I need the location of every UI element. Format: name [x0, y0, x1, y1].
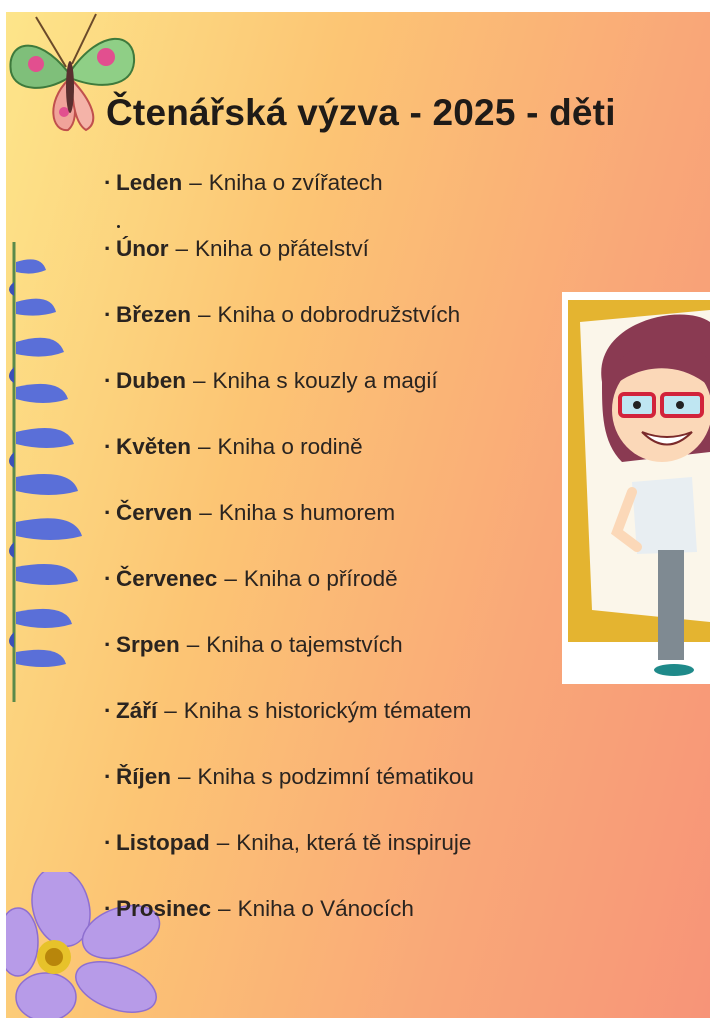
month-name: Květen	[116, 434, 192, 459]
month-name: Prosinec	[116, 896, 212, 921]
bullet: ·	[104, 302, 112, 327]
list-item	[104, 828, 474, 894]
list-item	[104, 564, 474, 630]
book-theme: Kniha o rodině	[217, 434, 363, 459]
book-theme: Kniha, která tě inspiruje	[236, 830, 472, 855]
month-name: Listopad	[116, 830, 210, 855]
teacher-illustration	[562, 292, 710, 684]
dash: –	[186, 632, 200, 657]
bullet: ·	[104, 236, 112, 261]
challenge-poster	[6, 12, 710, 1018]
book-theme: Kniha s podzimní tématikou	[197, 764, 474, 789]
book-theme: Kniha o Vánocích	[237, 896, 414, 921]
dash: –	[224, 566, 237, 591]
bullet: ·	[104, 500, 112, 525]
month-name: Duben	[116, 368, 186, 393]
book-theme: Kniha s humorem	[218, 500, 396, 525]
dash: –	[216, 830, 230, 855]
page-title: Čtenářská výzva - 2025 - děti	[106, 92, 616, 133]
list-item	[104, 366, 474, 432]
lavender-flower-icon	[6, 242, 96, 702]
list-item	[104, 630, 474, 696]
list-item	[104, 168, 474, 234]
dash: –	[178, 764, 191, 789]
bullet: ·	[104, 896, 112, 921]
list-item	[104, 300, 474, 366]
list-item	[104, 234, 474, 300]
book-theme: Kniha o tajemstvích	[206, 632, 403, 657]
list-item	[104, 894, 474, 960]
bullet: ·	[104, 830, 112, 855]
month-name: Leden	[116, 170, 183, 195]
bullet: ·	[104, 170, 112, 195]
list-item	[104, 432, 474, 498]
dash: –	[198, 434, 211, 459]
book-theme: Kniha s kouzly a magií	[212, 368, 438, 393]
bullet: ·	[104, 566, 112, 591]
month-name: Říjen	[116, 764, 172, 789]
dash: –	[189, 170, 202, 195]
list-item	[104, 762, 474, 828]
dash: –	[198, 302, 211, 327]
month-name: Březen	[116, 302, 192, 327]
bullet: ·	[104, 632, 112, 657]
dash: –	[193, 368, 206, 393]
dash: –	[164, 698, 177, 723]
book-theme: Kniha s historickým tématem	[183, 698, 472, 723]
bullet: ·	[104, 368, 112, 393]
month-name: Červen	[116, 500, 193, 525]
dash: –	[175, 236, 189, 261]
book-theme: Kniha o přírodě	[243, 566, 398, 591]
book-theme: Kniha o přátelství	[195, 236, 369, 261]
monthly-challenge-list	[104, 168, 474, 960]
month-name: Září	[116, 698, 158, 723]
dash: –	[199, 500, 212, 525]
bullet: ·	[104, 764, 112, 789]
dash: –	[218, 896, 231, 921]
month-name: Únor	[116, 236, 169, 261]
bullet: ·	[104, 698, 112, 723]
book-theme: Kniha o dobrodružstvích	[217, 302, 461, 327]
bullet: ·	[104, 434, 112, 459]
book-theme: Kniha o zvířatech	[208, 170, 383, 195]
list-item	[104, 498, 474, 564]
list-item	[104, 696, 474, 762]
month-name: Červenec	[116, 566, 218, 591]
month-name: Srpen	[116, 632, 180, 657]
